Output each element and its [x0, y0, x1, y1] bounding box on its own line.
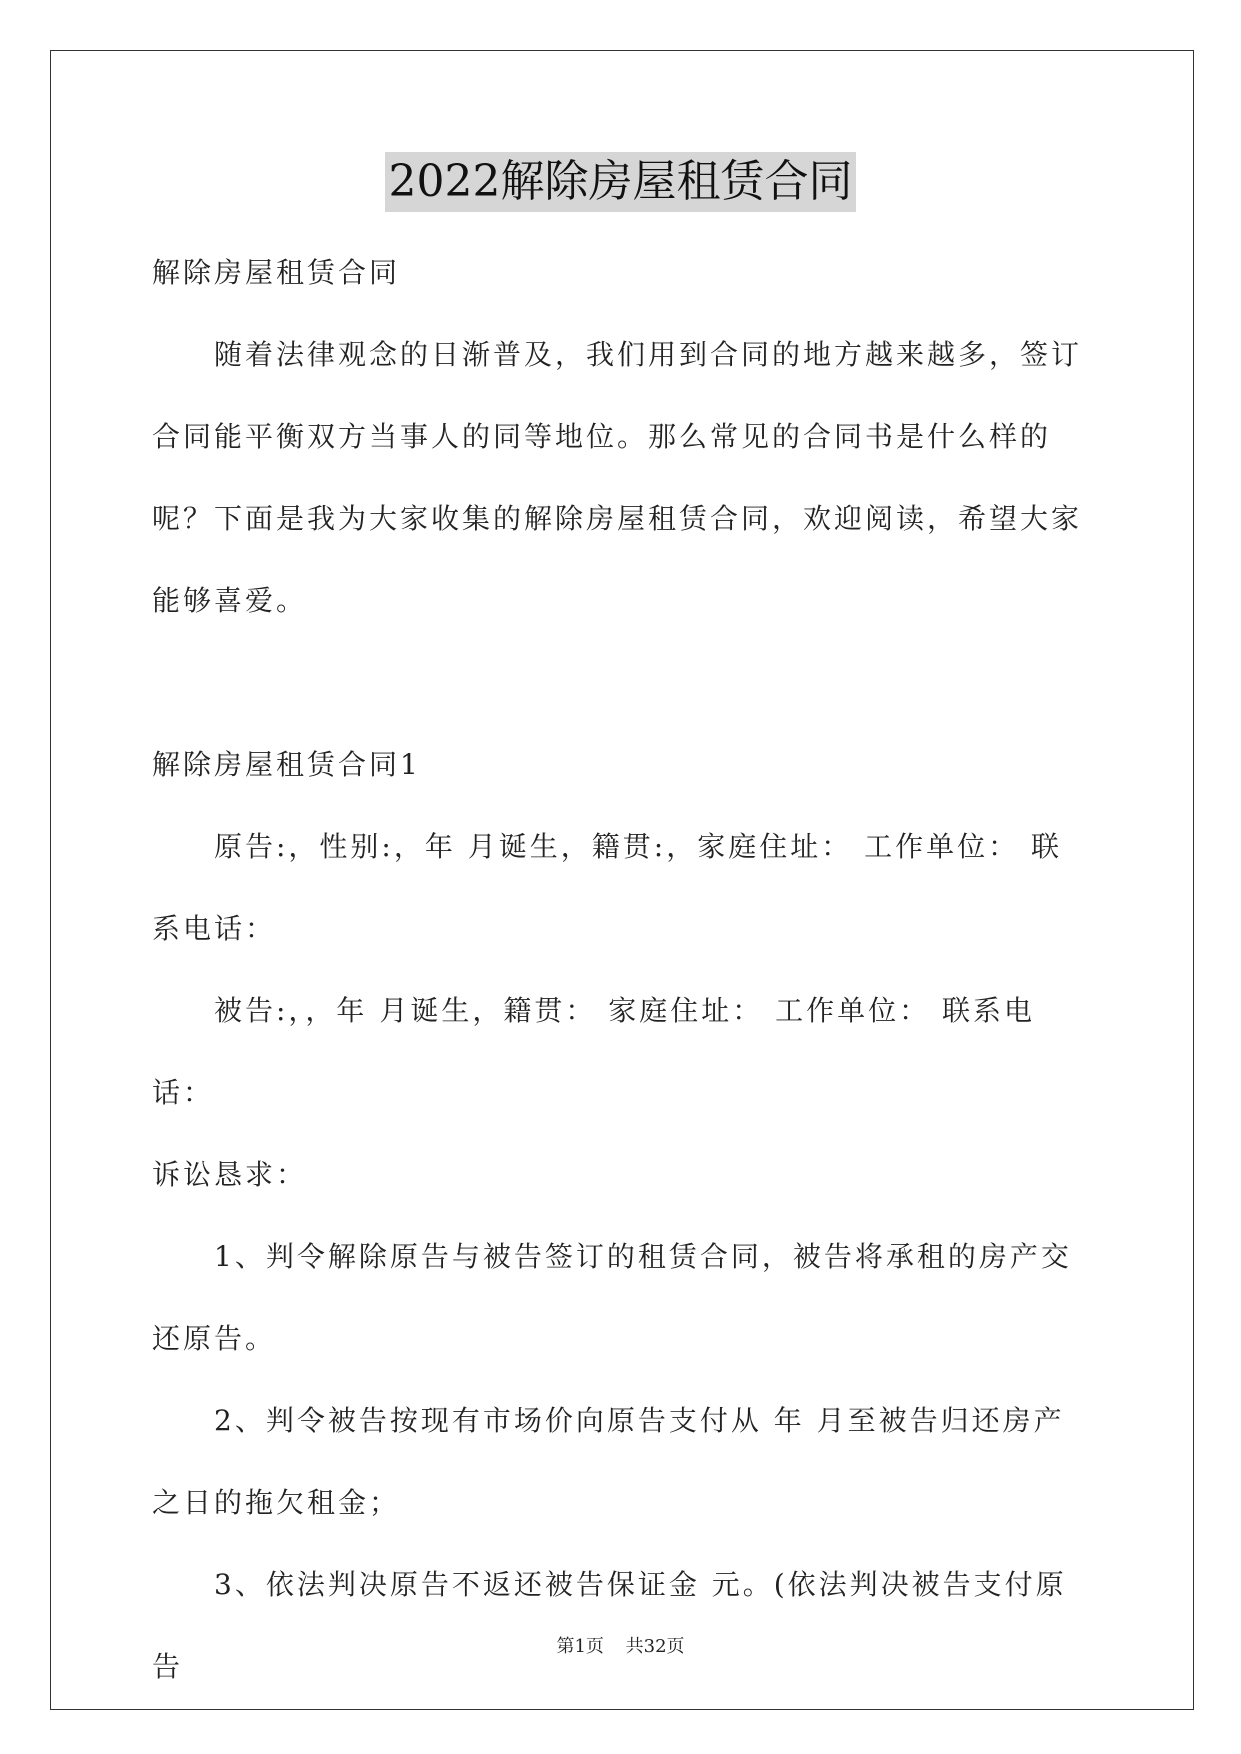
claims-heading: 诉讼恳求：	[152, 1158, 308, 1191]
section-heading: 解除房屋租赁合同1	[152, 748, 421, 781]
subtitle: 解除房屋租赁合同	[152, 256, 401, 289]
page-footer	[0, 1632, 1241, 1658]
document-body	[152, 232, 1092, 1708]
defendant-paragraph: 被告:，，年 月诞生，籍贯： 家庭住址： 工作单位： 联系电话：	[152, 994, 1036, 1109]
plaintiff-paragraph: 原告:，性别:，年 月诞生，籍贯:，家庭住址： 工作单位： 联系电话：	[152, 830, 1063, 945]
intro-paragraph: 随着法律观念的日渐普及，我们用到合同的地方越来越多，签订合同能平衡双方当事人的同等地位。那么常见的合同书是什么样的呢？下面是我为大家收集的解除房屋租赁合同，欢迎阅读，希望大家能够喜爱。	[152, 338, 1083, 617]
claim-3: 3、依法判决原告不返还被告保证金 元。(依法判决被告支付原告	[152, 1568, 1067, 1683]
claim-1: 1、判令解除原告与被告签订的租赁合同，被告将承租的房产交还原告。	[152, 1240, 1072, 1355]
claim-2: 2、判令被告按现有市场价向原告支付从 年 月至被告归还房产之日的拖欠租金；	[152, 1404, 1065, 1519]
document-title: 2022解除房屋租赁合同	[385, 152, 857, 212]
page-number: 第1页	[556, 1636, 604, 1657]
page-total: 共32页	[625, 1636, 685, 1657]
title-wrap	[0, 152, 1241, 212]
